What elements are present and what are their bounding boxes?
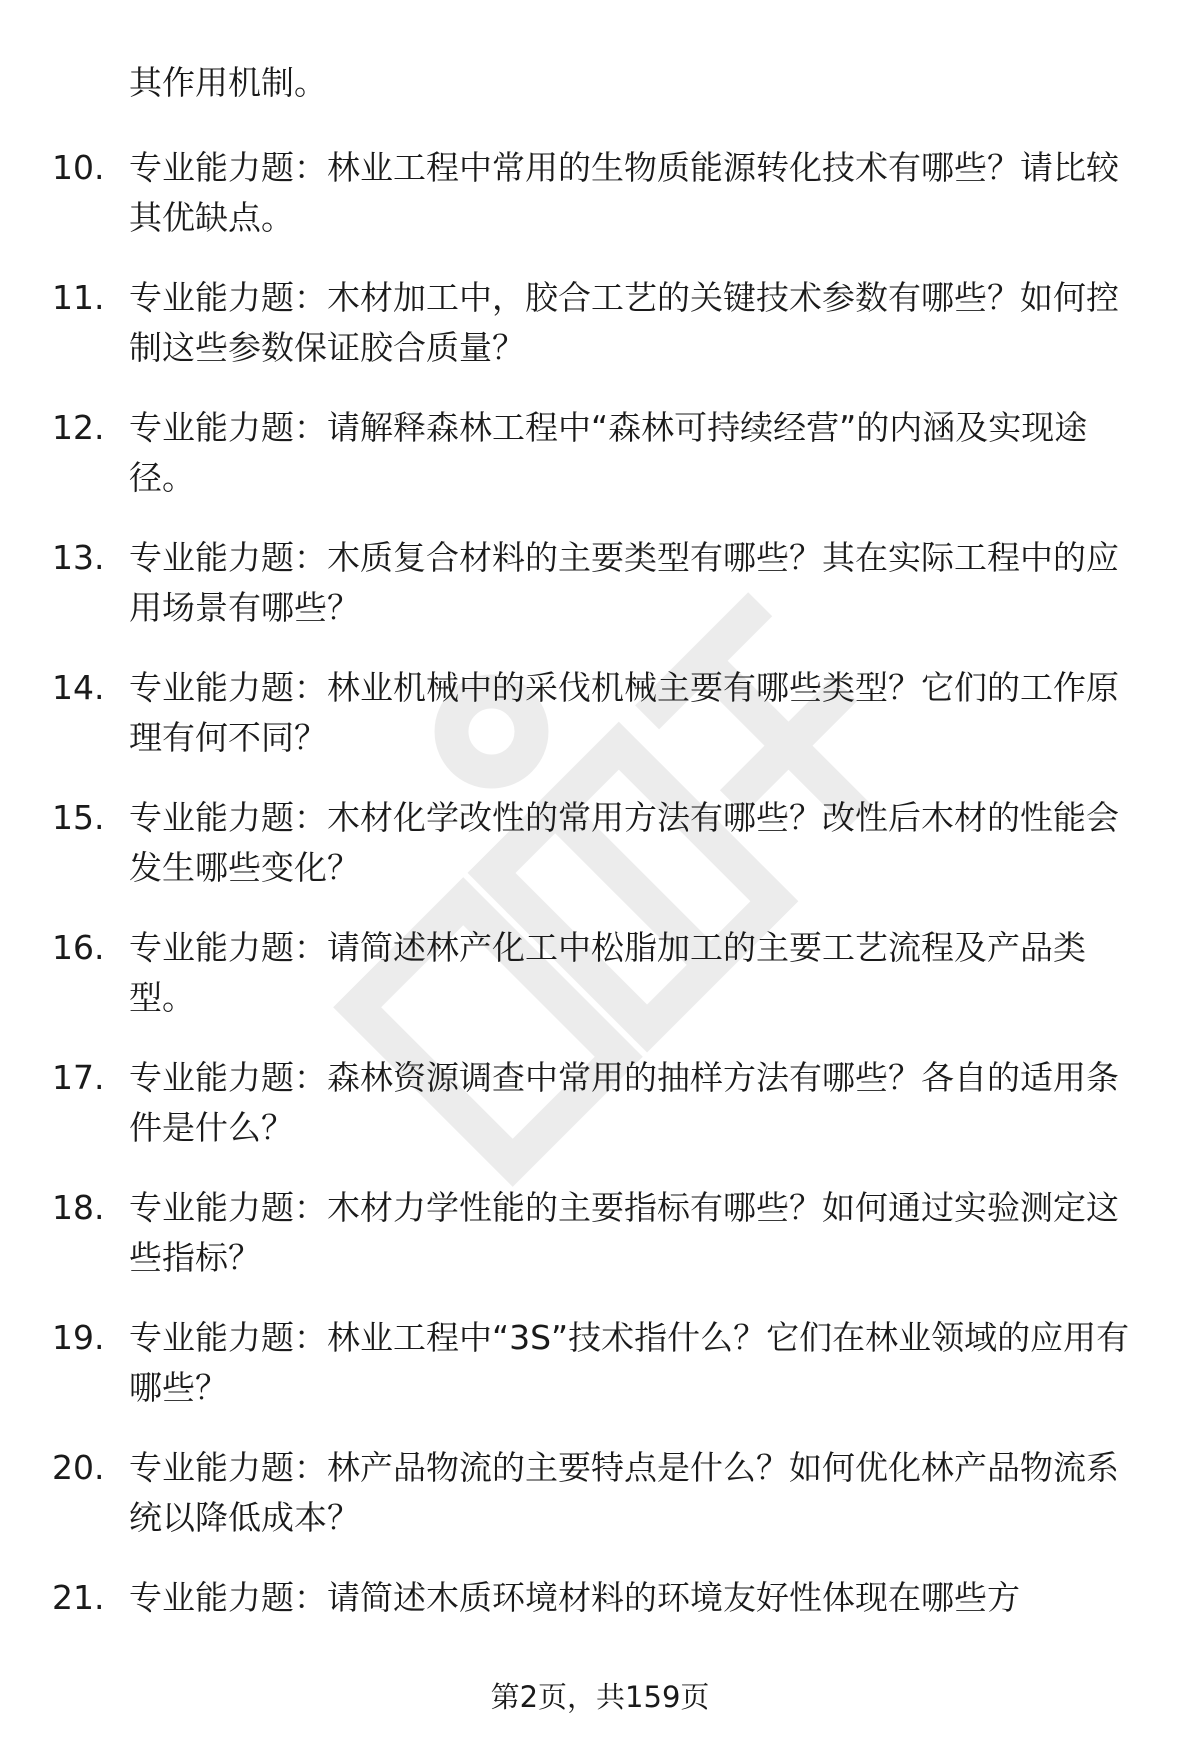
question-item bbox=[0, 1313, 1200, 1443]
question-item bbox=[0, 143, 1200, 273]
question-number: 19. bbox=[52, 1318, 105, 1357]
question-text: 专业能力题：请简述木质环境材料的环境友好性体现在哪些方 bbox=[129, 1578, 1020, 1617]
question-item bbox=[0, 1183, 1200, 1313]
question-text: 专业能力题：林业机械中的采伐机械主要有哪些类型？它们的工作原理有何不同？ bbox=[129, 668, 1119, 757]
question-text: 专业能力题：请简述林产化工中松脂加工的主要工艺流程及产品类型。 bbox=[129, 928, 1086, 1017]
question-number: 11. bbox=[52, 278, 105, 317]
question-text: 专业能力题：林业工程中“3S”技术指什么？它们在林业领域的应用有哪些？ bbox=[129, 1318, 1130, 1407]
question-item bbox=[0, 273, 1200, 403]
question-number: 14. bbox=[52, 668, 105, 707]
question-text: 专业能力题：木材加工中，胶合工艺的关键技术参数有哪些？如何控制这些参数保证胶合质量？ bbox=[129, 278, 1119, 367]
question-number: 15. bbox=[52, 798, 105, 837]
question-number: 21. bbox=[52, 1578, 105, 1617]
question-text: 专业能力题：林产品物流的主要特点是什么？如何优化林产品物流系统以降低成本？ bbox=[129, 1448, 1119, 1537]
question-number: 18. bbox=[52, 1188, 105, 1227]
question-item bbox=[0, 1053, 1200, 1183]
continuation-text: 其作用机制。 bbox=[129, 63, 327, 102]
question-text: 专业能力题：森林资源调查中常用的抽样方法有哪些？各自的适用条件是什么？ bbox=[129, 1058, 1119, 1147]
question-text: 专业能力题：木材力学性能的主要指标有哪些？如何通过实验测定这些指标？ bbox=[129, 1188, 1119, 1277]
question-item bbox=[0, 923, 1200, 1053]
question-list bbox=[0, 143, 1200, 1703]
question-item bbox=[0, 1443, 1200, 1573]
question-item bbox=[0, 533, 1200, 663]
question-number: 20. bbox=[52, 1448, 105, 1487]
question-number: 12. bbox=[52, 408, 105, 447]
question-text: 专业能力题：木材化学改性的常用方法有哪些？改性后木材的性能会发生哪些变化？ bbox=[129, 798, 1119, 887]
question-number: 17. bbox=[52, 1058, 105, 1097]
question-item bbox=[0, 663, 1200, 793]
question-number: 10. bbox=[52, 148, 105, 187]
question-text: 专业能力题：木质复合材料的主要类型有哪些？其在实际工程中的应用场景有哪些？ bbox=[129, 538, 1119, 627]
page-footer: 第2页，共159页 bbox=[490, 1680, 710, 1714]
question-item bbox=[0, 403, 1200, 533]
question-text: 专业能力题：林业工程中常用的生物质能源转化技术有哪些？请比较其优缺点。 bbox=[129, 148, 1119, 237]
question-number: 13. bbox=[52, 538, 105, 577]
question-item bbox=[0, 793, 1200, 923]
question-number: 16. bbox=[52, 928, 105, 967]
question-text: 专业能力题：请解释森林工程中“森林可持续经营”的内涵及实现途径。 bbox=[129, 408, 1088, 497]
